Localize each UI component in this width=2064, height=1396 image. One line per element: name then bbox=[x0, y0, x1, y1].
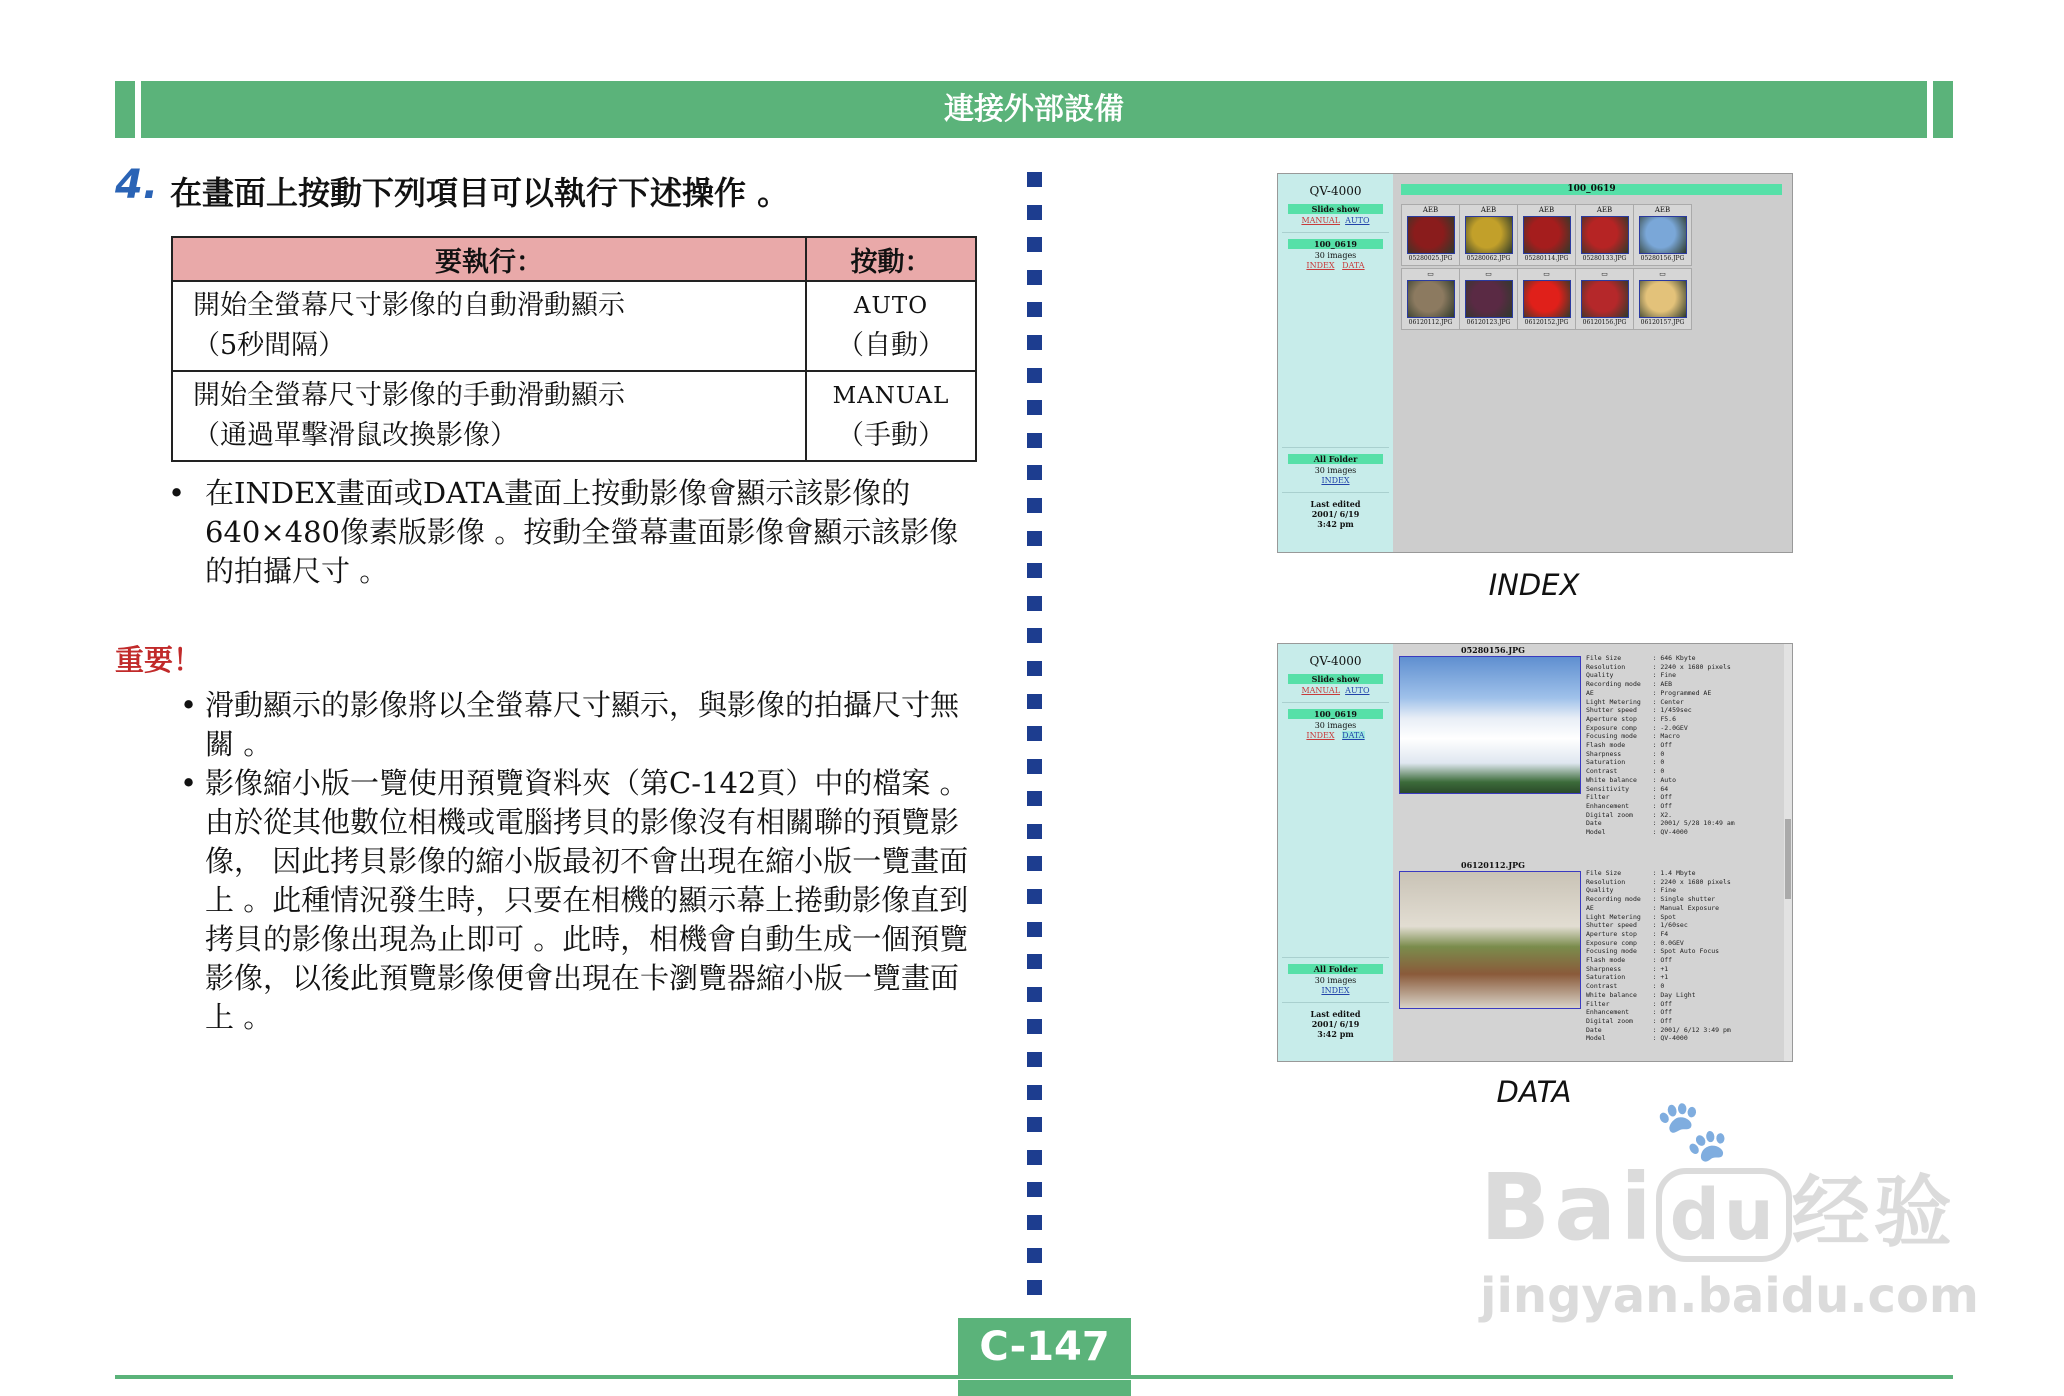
thumbnail-cell[interactable] bbox=[1459, 268, 1518, 330]
image-filename: 06120112.JPG bbox=[1461, 860, 1525, 870]
divider-square bbox=[1027, 1215, 1042, 1230]
watermark-du: du bbox=[1656, 1168, 1792, 1262]
thumbnail-label: ▭ bbox=[1601, 270, 1608, 278]
step-number: 4. bbox=[115, 162, 159, 208]
folder-title-bar: 100_0619 bbox=[1401, 184, 1782, 195]
sky-photo[interactable] bbox=[1399, 656, 1581, 794]
exif-info: File Size : 1.4 Mbyte Resolution : 2240 x 1680 pixels Quality : Fine Recording mode : Single shutter AE : Manual Exposure Light Metering : Spot Shutter speed : 1/60sec Aperture stop : F4 Exposure comp : 0.0GEV Focusing mode : Spot Auto Focus Flash mode : Off Sharpness : +1 Saturation : +1 Contrast : 0 White balance : Day Light Filter : Off Enhancement : Off Digital zoom : Off Date : 2001/ 6/12 3:49 pm Model : QV-4000 bbox=[1586, 869, 1731, 1043]
data-area bbox=[1393, 644, 1792, 1061]
note-item bbox=[180, 764, 985, 1037]
data-screenshot bbox=[1277, 643, 1793, 1062]
divider-square bbox=[1027, 889, 1042, 904]
thumbnail-label: ▭ bbox=[1485, 270, 1492, 278]
thumbnail-filename: 06120157.JPG bbox=[1640, 319, 1685, 326]
divider-square bbox=[1027, 596, 1042, 611]
action-line: （通過單擊滑鼠改換影像） bbox=[193, 420, 517, 451]
all-index-link[interactable]: INDEX bbox=[1321, 476, 1350, 485]
thumbnail-label: AEB bbox=[1480, 206, 1497, 214]
important-notes bbox=[180, 686, 985, 1037]
thumbnail-label: ▭ bbox=[1659, 270, 1666, 278]
last-edited-time: 3:42 pm bbox=[1317, 1029, 1354, 1039]
click-note: （自動） bbox=[837, 330, 945, 361]
page-number: C-147 bbox=[958, 1318, 1131, 1376]
divider-square bbox=[1027, 759, 1042, 774]
scrollbar[interactable] bbox=[1784, 644, 1792, 1061]
exif-info: File Size : 646 Kbyte Resolution : 2240 x 1680 pixels Quality : Fine Recording mode : AEB AE : Programmed AE Light Metering : Center Shutter speed : 1/459sec Aperture stop : F5.6 Exposure comp : -2.0GEV Focusing mode : Macro Flash mode : Off Sharpness : 0 Saturation : 0 Contrast : 0 White balance : Auto Sensitivity : 64 Filter : Off Enhancement : Off Digital zoom : X2. Date : 2001/ 5/28 10:49 am Model : QV-4000 bbox=[1586, 654, 1735, 837]
divider-square bbox=[1027, 1280, 1042, 1295]
data-link[interactable]: DATA bbox=[1342, 261, 1365, 270]
note-text: 滑動顯示的影像將以全螢幕尺寸顯示，與影像的拍攝尺寸無關 。 bbox=[205, 688, 960, 761]
table-row bbox=[172, 281, 976, 371]
sidebar-separator bbox=[1282, 492, 1389, 493]
thumbnail-image[interactable] bbox=[1465, 216, 1513, 254]
thumbnail-cell[interactable] bbox=[1517, 268, 1576, 330]
note-text: 影像縮小版一覽使用預覽資料夾（第C-142頁）中的檔案 。由於從其他數位相機或電腦拷貝的影像沒有相關聯的預覽影像， 因此拷貝影像的縮小版最初不會出現在縮小版一覽畫面上 。此種情況發生時，只要在相機的顯示幕上捲動影像直到拷貝的影像出現為止即可 。此時，相機會自動生成一個預覽影像，以後此預覽影像便會出現在卡瀏覽器縮小版一覽畫面上 。 bbox=[205, 766, 969, 1034]
thumbnail-image[interactable] bbox=[1581, 280, 1629, 318]
camera-model: QV-4000 bbox=[1309, 184, 1362, 198]
thumbnail-filename: 06120152.JPG bbox=[1524, 319, 1569, 326]
click-key: AUTO bbox=[853, 293, 929, 319]
divider-square bbox=[1027, 1052, 1042, 1067]
index-link[interactable]: INDEX bbox=[1306, 731, 1335, 740]
note-item bbox=[180, 686, 985, 764]
operations-table bbox=[171, 236, 977, 462]
thumbnail-label: AEB bbox=[1422, 206, 1439, 214]
divider-square bbox=[1027, 628, 1042, 643]
action-line: （5秒間隔） bbox=[193, 330, 346, 361]
thumbnail-image[interactable] bbox=[1523, 216, 1571, 254]
divider-square bbox=[1027, 465, 1042, 480]
thumbnail-cell[interactable] bbox=[1401, 268, 1460, 330]
thumbnail-image[interactable] bbox=[1523, 280, 1571, 318]
divider-square bbox=[1027, 563, 1042, 578]
divider-square bbox=[1027, 237, 1042, 252]
bullet-text: 在INDEX畫面或DATA畫面上按動影像會顯示該影像的640×480像素版影像 。按動全螢幕畫面影像會顯示該影像的拍攝尺寸 。 bbox=[205, 476, 959, 588]
thumbnail-cell[interactable] bbox=[1401, 204, 1460, 266]
watermark-cn: 经验 bbox=[1791, 1168, 1956, 1258]
folder-bar: 100_0619 bbox=[1288, 239, 1383, 249]
click-cell bbox=[806, 371, 976, 461]
action-line: 開始全螢幕尺寸影像的手動滑動顯示 bbox=[193, 380, 625, 411]
view-links bbox=[1278, 731, 1393, 741]
auto-link[interactable]: AUTO bbox=[1345, 686, 1370, 695]
table-header-row bbox=[172, 237, 976, 281]
divider-square bbox=[1027, 335, 1042, 350]
browser-sidebar bbox=[1278, 174, 1393, 552]
divider-square bbox=[1027, 1182, 1042, 1197]
thumbnail-image[interactable] bbox=[1407, 280, 1455, 318]
manual-link[interactable]: MANUAL bbox=[1301, 216, 1341, 225]
watermark-bai: Bai bbox=[1480, 1154, 1656, 1261]
last-edited-time: 3:42 pm bbox=[1317, 519, 1354, 529]
last-edited-date: 2001/ 6/19 bbox=[1311, 1019, 1360, 1029]
thumbnail-label: AEB bbox=[1596, 206, 1613, 214]
thumbnail-cell[interactable] bbox=[1517, 204, 1576, 266]
all-folder-bar: All Folder bbox=[1288, 964, 1383, 974]
thumbnail-cell[interactable] bbox=[1633, 204, 1692, 266]
divider-square bbox=[1027, 856, 1042, 871]
divider-square bbox=[1027, 922, 1042, 937]
data-caption: DATA bbox=[1496, 1075, 1572, 1109]
index-screenshot bbox=[1277, 173, 1793, 553]
thumbnail-filename: 06120123.JPG bbox=[1466, 319, 1511, 326]
thumbnail-label: AEB bbox=[1538, 206, 1555, 214]
divider-square bbox=[1027, 1117, 1042, 1132]
divider-square bbox=[1027, 368, 1042, 383]
sidebar-separator bbox=[1282, 702, 1389, 703]
footer-tab bbox=[958, 1380, 1131, 1396]
click-key: MANUAL bbox=[832, 383, 950, 409]
action-cell bbox=[172, 281, 806, 371]
thumbnail-filename: 06120156.JPG bbox=[1582, 319, 1627, 326]
thumbnail-area bbox=[1393, 174, 1792, 552]
thumbnail-image[interactable] bbox=[1407, 216, 1455, 254]
last-edited-date: 2001/ 6/19 bbox=[1311, 509, 1360, 519]
paw-icon: 🐾 bbox=[1655, 1096, 1730, 1166]
camera-model: QV-4000 bbox=[1309, 654, 1362, 668]
divider-square bbox=[1027, 205, 1042, 220]
watermark-url: jingyan.baidu.com bbox=[1480, 1268, 1979, 1324]
last-edited-label: Last edited bbox=[1310, 1009, 1361, 1019]
thumbnail-filename: 05280156.JPG bbox=[1640, 255, 1685, 262]
bullet-dot: • bbox=[180, 766, 198, 800]
folder-count: 30 images bbox=[1314, 721, 1357, 730]
divider-square bbox=[1027, 302, 1042, 317]
thumbnail-cell[interactable] bbox=[1459, 204, 1518, 266]
important-label: 重要！ bbox=[115, 643, 203, 677]
slideshow-bar: Slide show bbox=[1288, 674, 1383, 684]
click-cell bbox=[806, 281, 976, 371]
divider-square bbox=[1027, 824, 1042, 839]
divider-square bbox=[1027, 433, 1042, 448]
all-index-link[interactable]: INDEX bbox=[1321, 986, 1350, 995]
all-folder-bar: All Folder bbox=[1288, 454, 1383, 464]
bullet-dot: • bbox=[168, 476, 186, 510]
divider-square bbox=[1027, 954, 1042, 969]
table-row bbox=[172, 371, 976, 461]
thumbnail-filename: 05280114.JPG bbox=[1524, 255, 1569, 262]
bullet-dot: • bbox=[180, 688, 198, 722]
image-filename: 05280156.JPG bbox=[1461, 645, 1525, 655]
thumbnail-image[interactable] bbox=[1639, 280, 1687, 318]
section-title: 連接外部設備 bbox=[944, 92, 1124, 127]
thumbnail-label: ▭ bbox=[1427, 270, 1434, 278]
header-bar-right bbox=[1933, 81, 1953, 138]
column-header-action: 要執行： bbox=[172, 237, 806, 281]
folder-count: 30 images bbox=[1314, 251, 1357, 260]
all-folder-count: 30 images bbox=[1314, 976, 1357, 985]
sidebar-separator bbox=[1282, 957, 1389, 958]
index-caption: INDEX bbox=[1488, 568, 1580, 602]
column-divider bbox=[1027, 172, 1043, 1292]
thumbnail-label: ▭ bbox=[1543, 270, 1550, 278]
click-note: （手動） bbox=[837, 420, 945, 451]
thumbnail-cell[interactable] bbox=[1633, 268, 1692, 330]
view-links bbox=[1278, 261, 1393, 271]
action-line: 開始全螢幕尺寸影像的自動滑動顯示 bbox=[193, 290, 625, 321]
data-link[interactable]: DATA bbox=[1342, 731, 1365, 740]
manual-link[interactable]: MANUAL bbox=[1301, 686, 1341, 695]
divider-square bbox=[1027, 661, 1042, 676]
thumbnail-image[interactable] bbox=[1581, 216, 1629, 254]
slideshow-bar: Slide show bbox=[1288, 204, 1383, 214]
scrollbar-thumb[interactable] bbox=[1785, 819, 1791, 899]
divider-square bbox=[1027, 1150, 1042, 1165]
thumbnail-filename: 05280025.JPG bbox=[1408, 255, 1453, 262]
thumbnail-image[interactable] bbox=[1465, 280, 1513, 318]
divider-square bbox=[1027, 726, 1042, 741]
thumbnail-cell[interactable] bbox=[1575, 204, 1634, 266]
thumbnail-image[interactable] bbox=[1639, 216, 1687, 254]
divider-square bbox=[1027, 1019, 1042, 1034]
thumbnail-filename: 05280133.JPG bbox=[1582, 255, 1627, 262]
thumbnail-filename: 05280062.JPG bbox=[1466, 255, 1511, 262]
divider-square bbox=[1027, 270, 1042, 285]
thumbnail-label: AEB bbox=[1654, 206, 1671, 214]
header-bar-left bbox=[115, 81, 135, 138]
cactus-photo[interactable] bbox=[1399, 871, 1581, 1009]
auto-link[interactable]: AUTO bbox=[1345, 216, 1370, 225]
thumbnail-cell[interactable] bbox=[1575, 268, 1634, 330]
index-link[interactable]: INDEX bbox=[1306, 261, 1335, 270]
divider-square bbox=[1027, 694, 1042, 709]
slideshow-links bbox=[1278, 686, 1393, 696]
divider-square bbox=[1027, 172, 1042, 187]
divider-square bbox=[1027, 1248, 1042, 1263]
bullet-paragraph bbox=[168, 474, 983, 591]
browser-sidebar bbox=[1278, 644, 1393, 1061]
step-heading: 在畫面上按動下列項目可以執行下述操作 。 bbox=[170, 174, 790, 212]
sidebar-separator bbox=[1282, 1002, 1389, 1003]
action-cell bbox=[172, 371, 806, 461]
divider-square bbox=[1027, 987, 1042, 1002]
sidebar-separator bbox=[1282, 232, 1389, 233]
column-header-click: 按動： bbox=[806, 237, 976, 281]
slideshow-links bbox=[1278, 216, 1393, 226]
all-folder-count: 30 images bbox=[1314, 466, 1357, 475]
divider-square bbox=[1027, 531, 1042, 546]
last-edited-label: Last edited bbox=[1310, 499, 1361, 509]
divider-square bbox=[1027, 1085, 1042, 1100]
divider-square bbox=[1027, 791, 1042, 806]
thumbnail-filename: 06120112.JPG bbox=[1408, 319, 1453, 326]
sidebar-separator bbox=[1282, 447, 1389, 448]
watermark-brand bbox=[1480, 1150, 1956, 1262]
folder-bar: 100_0619 bbox=[1288, 709, 1383, 719]
divider-square bbox=[1027, 498, 1042, 513]
divider-square bbox=[1027, 400, 1042, 415]
